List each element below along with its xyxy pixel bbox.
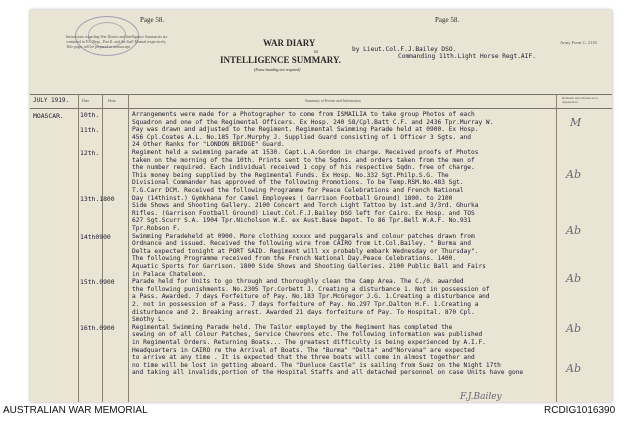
- entry-line: Parade held for Units to go through and thoroughly clean the Camp Area. The C./0. awarded: [132, 278, 464, 286]
- entry-line: Ordnance and issued. Received the following wire from CAIRO from Lt.Col.Bailey. " Burma and: [132, 240, 471, 248]
- form-number: Army Form C. 2118.: [560, 40, 598, 45]
- entry-line: Arrangements were made for a Photographer to come from ISMAILIA to take group Photos of each: [132, 111, 475, 118]
- signature: F.J.Bailey: [460, 392, 502, 402]
- header-rule-top: [30, 94, 612, 95]
- intelligence-summary-title: INTELLIGENCE SUMMARY.: [220, 55, 341, 65]
- column-header-date: Date: [82, 99, 90, 103]
- entry-line: Tpr.Robson F.: [132, 225, 181, 232]
- entry-date: 11th.: [80, 126, 100, 135]
- title-or: or: [314, 50, 319, 55]
- entry-line: Smothy L.: [132, 316, 166, 324]
- entry-date: 15th.0900: [80, 278, 115, 287]
- remark-initials: Ab: [566, 272, 581, 285]
- entry-line: to arrive at any time . It is expected that the three boats will come in almost together and: [132, 354, 475, 362]
- entry-line: Side Shows and Shooting Gallery. 2100 Concert and Torch Light Tattoo by 1st.and 3/3rd. Ghurka: [132, 202, 479, 210]
- entry-date: 13th.1800: [80, 194, 115, 203]
- page-number-right: Page 58.: [435, 16, 460, 24]
- remark-initials: Ab: [566, 168, 581, 181]
- remark-initials: Ab: [566, 362, 581, 375]
- remark-initials: Ab: [566, 322, 581, 335]
- remark-initials: M: [570, 116, 582, 129]
- diary-page: [30, 10, 612, 402]
- entry-line: the number required. Each individual received 1 copy of his respective Sqdn. free of charge.: [132, 164, 475, 172]
- footer-source: AUSTRALIAN WAR MEMORIAL: [3, 405, 148, 416]
- entry-line: the following punishments. No.2305 Tpr.Corbett J. Creating a disturbance 1. Not in possession of: [132, 285, 490, 293]
- place-moascar: MOASCAR.: [33, 112, 64, 120]
- entry-line: Regimental Swimming Parade held. The Tailor employed by the Regiment has completed the: [132, 323, 453, 331]
- command-line: Commanding 11th.Light Horse Regt.AIF.: [398, 53, 536, 60]
- entry-line: Pay was drawn and adjusted to the Regiment. Regimental Swimming Parade held at 0900. Ex Hosp.: [132, 126, 479, 134]
- entry-line: in Palace Chateleon.: [132, 270, 207, 278]
- header-rule-bottom: [30, 108, 612, 109]
- page-number-left: Page 58.: [140, 16, 165, 24]
- entry-line: The following Programme received from the French National Day.Peace Celebrations. 1400.: [132, 255, 457, 263]
- entry-line: T.G.Carr DCM. Received the following Programme for Peace Celebrations and French National: [132, 187, 464, 194]
- entry-date: 12th.: [80, 149, 100, 157]
- entry-line: in Regimental Orders. Returning Boats... The greatest difficulty is being experienced by A.I.F.: [132, 339, 486, 346]
- entry-line: 627 Sgt.Scurr S.A. 1904 Tpr.Nicholson W.E. ex Aust.Base Depot. To 86 Tpr.Bell W.A.F. No.931: [132, 217, 471, 225]
- entry-line: disturbance and 2. Breaking arrest. Awarded 21 days forfeiture of Pay. To Hospital. 870 Cpl.: [132, 308, 475, 316]
- entry-line: 2. not in possession of a Pass. 7 days forfeiture of Pay. No.297 Tpr.Dalton H.F. 1.Creating a: [132, 301, 479, 308]
- entry-line: taken on the morning of the 10th. Prints sent to the Sqdns. and orders taken from the men of: [132, 156, 475, 164]
- entry-date: 16th.0900: [80, 323, 115, 332]
- entry-line: Aquatic Sports for Garrison. 1800 Side Shows and Shooting Galleries. 2100 Public Ball and Fairs: [132, 263, 486, 270]
- entry-date: 10th.: [80, 111, 100, 119]
- column-divider-place: [78, 94, 79, 402]
- column-header-remarks: Remarks and references to Appendices: [562, 96, 599, 104]
- entry-line: Squadron and one of the Regimental Officers. Ex Hosp. 240 S8/Cpl.Batt C.F. and 2436 Tpr.Murray W.: [132, 118, 494, 126]
- entry-date: 14th0900: [80, 232, 111, 241]
- column-header-summary: Summary of Events and Information: [305, 99, 361, 103]
- month-label: JULY 1919.: [33, 97, 70, 104]
- column-divider-hour: [128, 94, 129, 402]
- column-divider-date: [102, 94, 103, 402]
- entry-line: Regiment held a swimming parade at 1530. Capt.L.A.Gordon in charge. Received proofs of Photos: [132, 149, 479, 156]
- entry-line: and taking all invalids,portion of the Hospital Staffs and all detached personnel on case Units have gone: [132, 369, 524, 377]
- remark-initials: Ab: [566, 224, 581, 237]
- entry-line: Delta expected tonight at PORT SAID. Regiment will xx probably embark Wednesday or Thursday".: [132, 247, 479, 255]
- author-line: by Lieut.Col.F.J.Bailey DSO.: [352, 46, 457, 53]
- entry-line: Divisional Commander has approved of the following Promotions. To be Temp.RSM.No.483 Sgt.: [132, 179, 464, 187]
- entry-line: Headquarters in CAIRO re the Arrival of Boats. The "Burma" "Delta" and"Norvana" are expected: [132, 346, 475, 354]
- footer-reference: RCDIG1016390: [544, 405, 616, 416]
- title-subtitle: (Erase heading not required): [254, 67, 301, 72]
- entry-line: a Pass. Awarded. 7 days Forfeiture of Pay. No.183 Tpr.McGregor J.G. 1.Creating a disturbance and: [132, 293, 490, 301]
- diary-title: WAR DIARY: [263, 38, 316, 48]
- column-header-hour: Hour: [108, 99, 116, 103]
- entry-line: no time will be lost in getting aboard. The "Dunluce Castle" is sailing from Suez on the Night 17th: [132, 361, 501, 369]
- entry-line: 24 Other Ranks for "LONDON BRIDGE" Guard.: [132, 141, 285, 149]
- entry-line: Swimming Paradeheld at 0900. More clothing xxxxx and puggarals and colour patches drawn from: [132, 232, 475, 240]
- column-divider-summary: [556, 94, 557, 402]
- entry-line: Day (14thinst.) Gymkhana for Camel Employees ( Garrison Football Ground) 1800. to 2100: [132, 194, 453, 202]
- instructions-note: Instructions regarding War Diaries and Intelligence Summaries are contained in F.S. Regs., Part II. and the Staff Manual respectively. Title pages will be prepared in manuscript.: [66, 35, 168, 49]
- entry-line: Rifles. (Garrison Football Ground) Lieut.Col.F.J.Bailey DSO left for Cairo. Ex Hosp. and TOS: [132, 209, 475, 217]
- entry-line: This money being supplied by the Regimental Funds. Ex Hosp. No.332 Sgt.Philp.S.G. The: [132, 171, 449, 179]
- entry-line: 456 Cpl.Coates A.L. No.185 Tpr.Murphy J. Supplied Guard consisting of 1 Officer 3 Sgts. and: [132, 133, 471, 141]
- entry-line: sewing on of all Colour Patches, Service Chevrons etc. The following information was published: [132, 331, 483, 339]
